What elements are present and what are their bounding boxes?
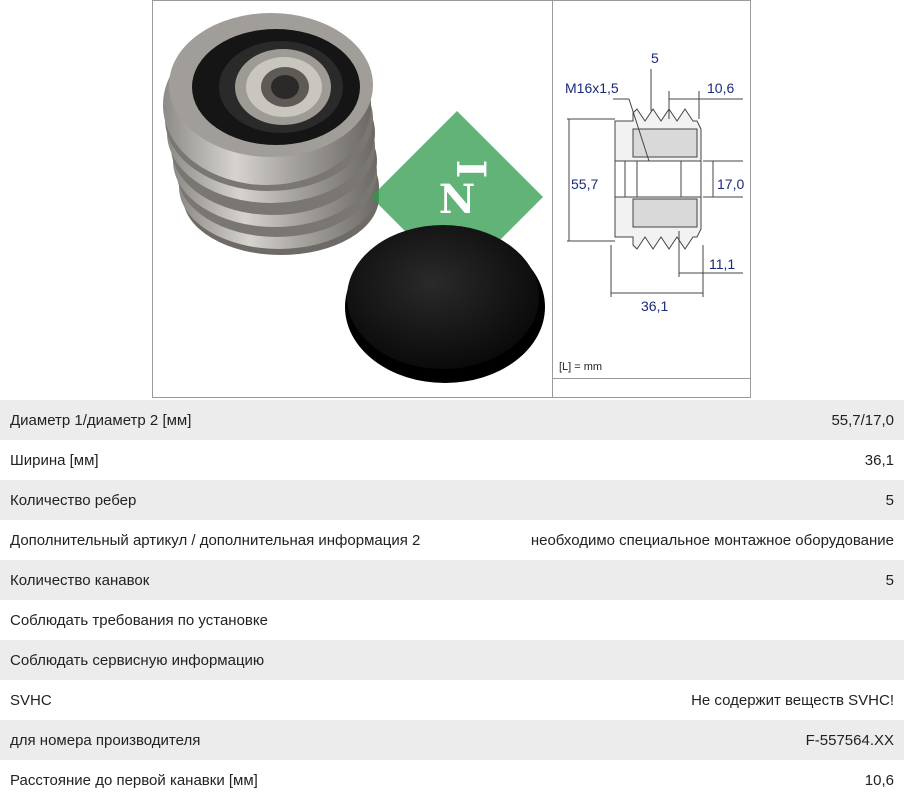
product-photo [153, 1, 552, 397]
spec-value: 5 [885, 491, 894, 509]
spec-label: Соблюдать требования по установке [10, 611, 268, 629]
thread-label: M16x1,5 [565, 80, 619, 96]
spec-row [0, 640, 904, 680]
spec-value: необходимо специальное монтажное оборудование [530, 531, 894, 549]
spec-value: 10,6 [864, 771, 894, 789]
spec-row [0, 440, 904, 480]
spec-row [0, 760, 904, 800]
svg-text:I: I [447, 159, 494, 179]
spec-label: Дополнительный артикул / дополнительная информация 2 [10, 531, 421, 549]
spec-row [0, 400, 904, 440]
spec-label: для номера производителя [10, 731, 201, 749]
spec-table [0, 400, 904, 800]
dim-hub: 11,1 [709, 256, 736, 272]
spec-value: 36,1 [864, 451, 894, 469]
pulley-body [163, 13, 379, 255]
dim-ribs: 5 [651, 50, 659, 66]
spec-label: Диаметр 1/диаметр 2 [мм] [10, 411, 192, 429]
spec-label: Расстояние до первой канавки [мм] [10, 771, 258, 789]
drawing-divider [553, 378, 750, 379]
protective-cap [345, 225, 545, 383]
dim-inner-diameter: 17,0 [717, 176, 745, 192]
spec-row [0, 680, 904, 720]
spec-value: F-557564.XX [805, 731, 894, 749]
spec-row [0, 520, 904, 560]
dim-width: 36,1 [641, 298, 669, 314]
unit-note: [L] = mm [559, 361, 603, 373]
dim-first-groove: 10,6 [707, 80, 735, 96]
svg-text:N: N [438, 176, 476, 223]
product-image-frame [152, 0, 751, 398]
spec-row [0, 560, 904, 600]
spec-label: SVHC [10, 691, 52, 709]
spec-label: Количество ребер [10, 491, 137, 509]
spec-row [0, 720, 904, 760]
spec-value: Не содержит веществ SVHC! [691, 691, 894, 709]
spec-row [0, 600, 904, 640]
spec-value: 5 [885, 571, 894, 589]
dim-outer-diameter: 55,7 [571, 176, 599, 192]
spec-value: 55,7/17,0 [831, 411, 894, 429]
spec-label: Ширина [мм] [10, 451, 99, 469]
spec-label: Соблюдать сервисную информацию [10, 651, 265, 669]
technical-drawing [552, 1, 750, 397]
spec-label: Количество канавок [10, 571, 150, 589]
spec-row [0, 480, 904, 520]
